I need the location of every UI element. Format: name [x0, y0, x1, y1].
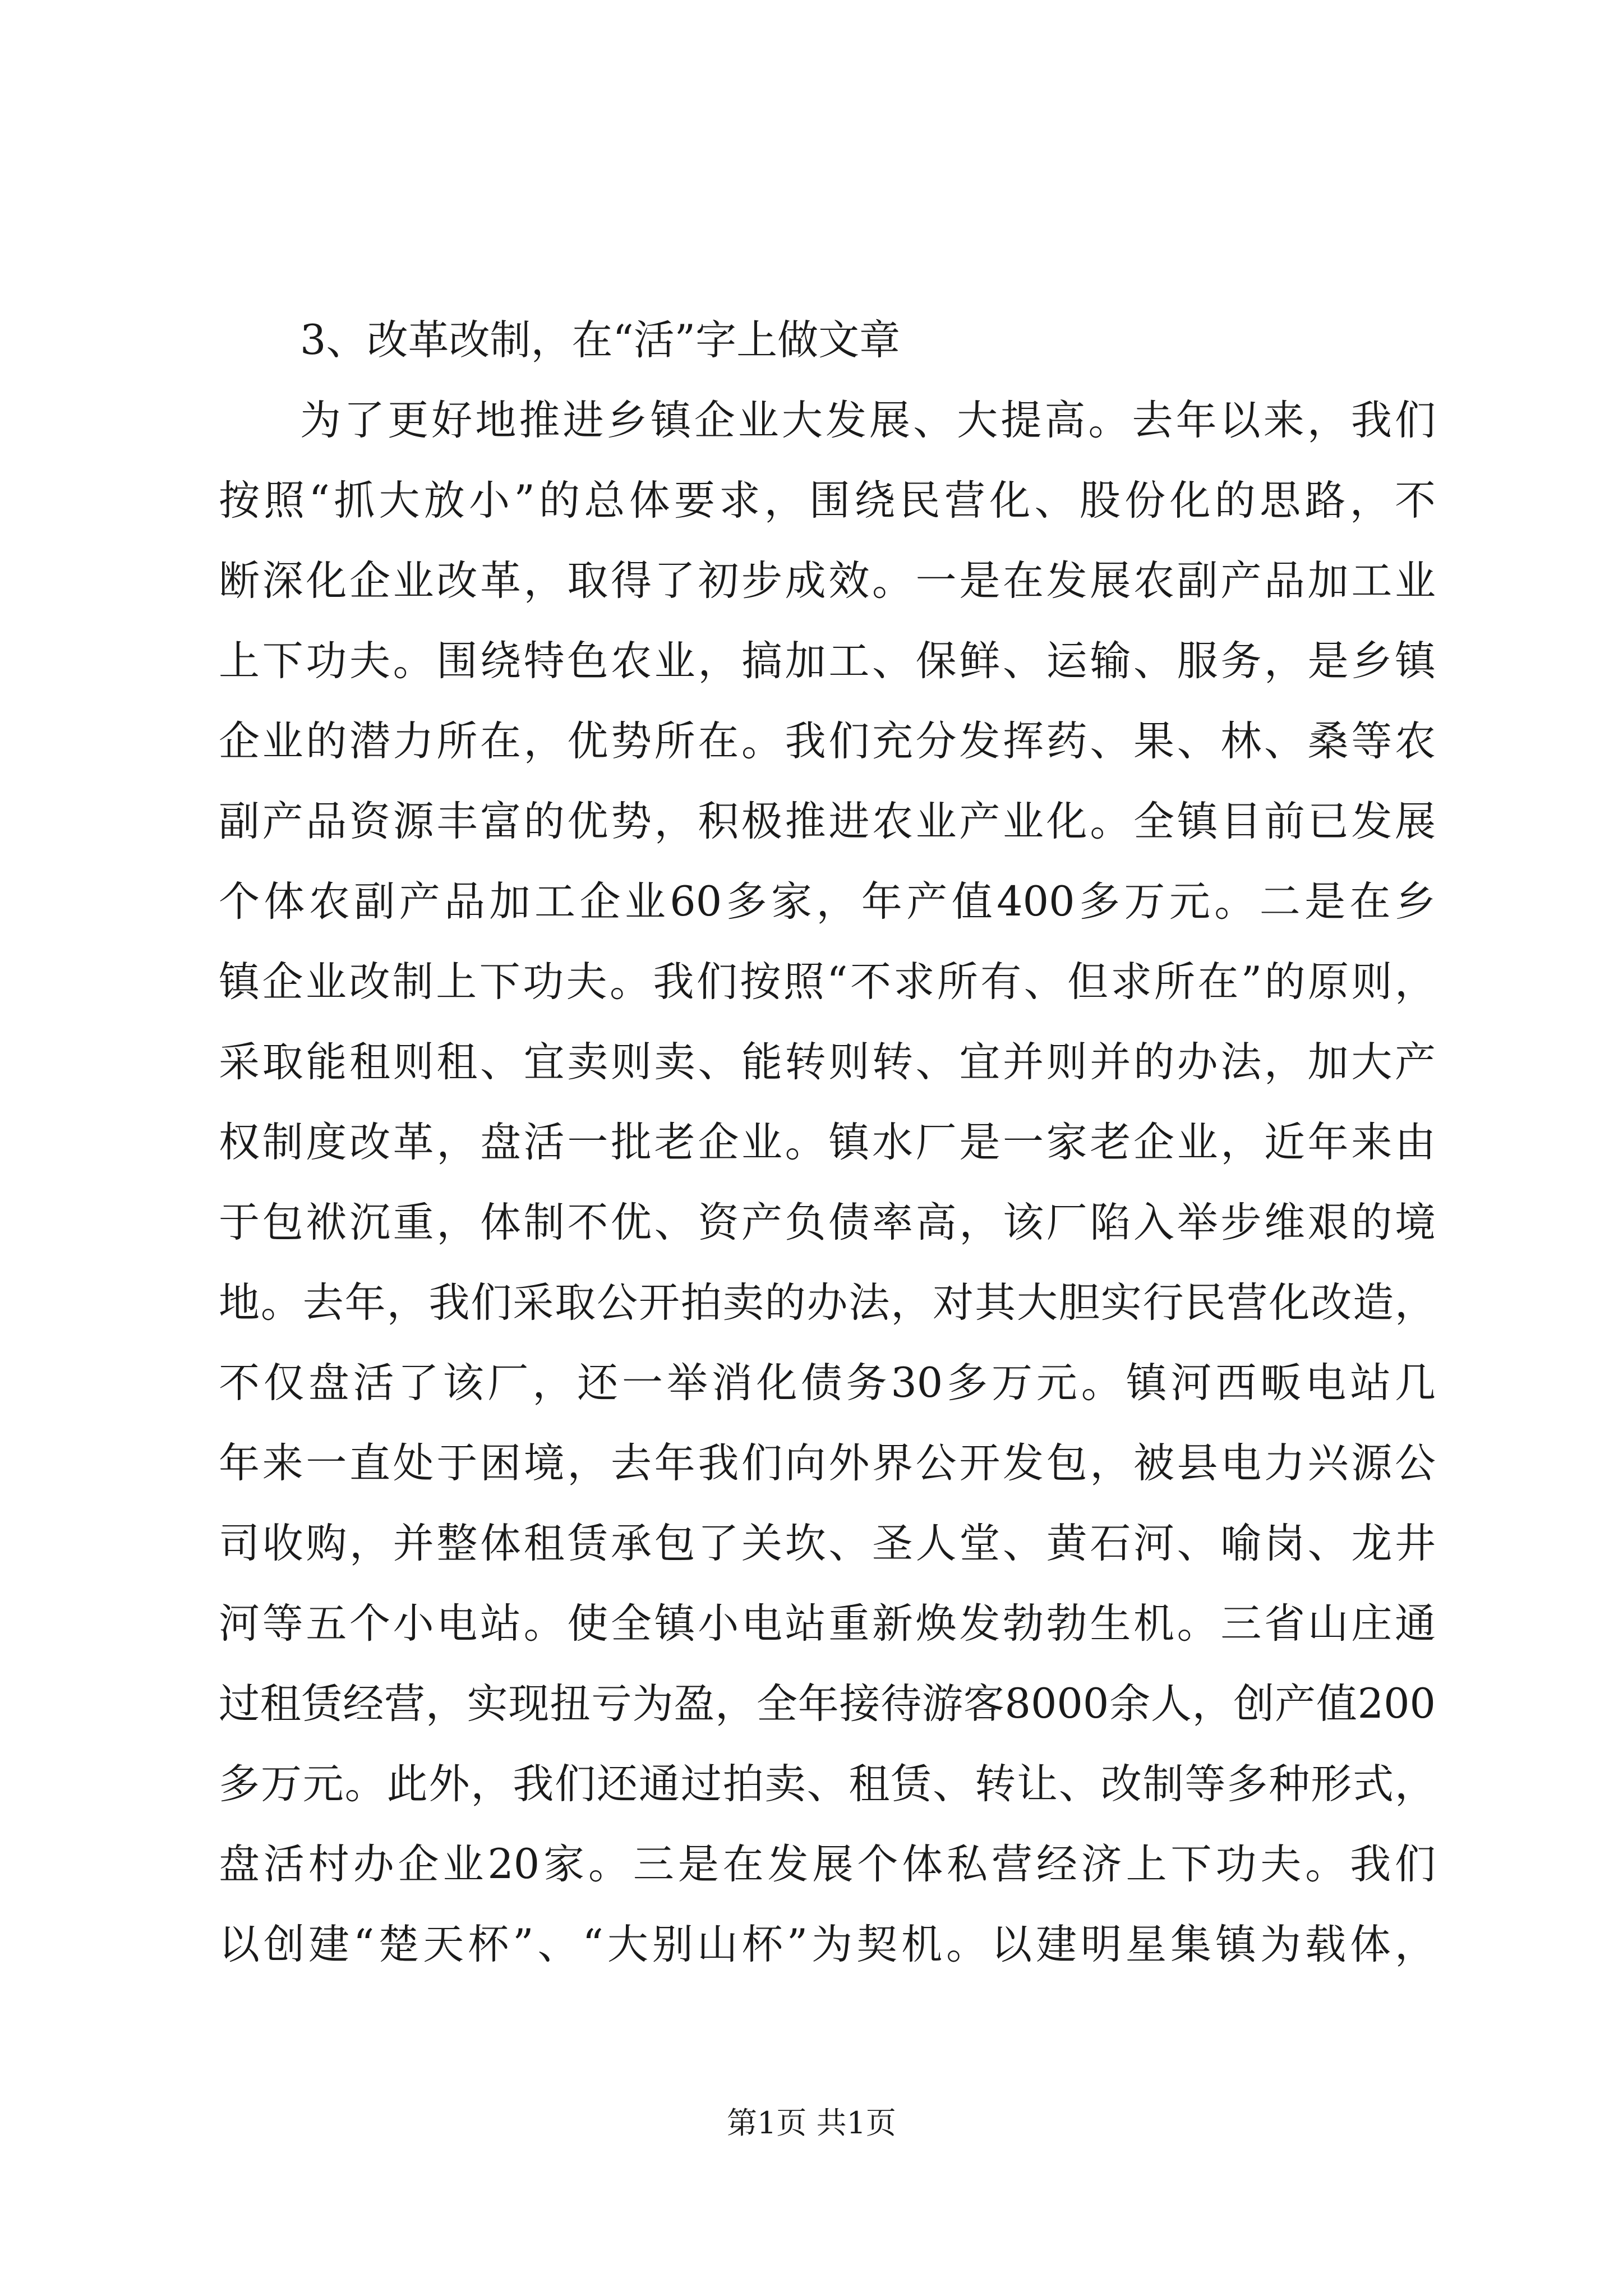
- paragraph-line: 断深化企业改革，取得了初步成效。一是在发展农副产品加工业: [219, 557, 1436, 605]
- paragraph-line: 河等五个小电站。使全镇小电站重新焕发勃勃生机。三省山庄通: [219, 1600, 1436, 1648]
- paragraph-line: 上下功夫。围绕特色农业，搞加工、保鲜、运输、服务，是乡镇: [219, 637, 1436, 685]
- paragraph-line: 于包袱沉重，体制不优、资产负债率高，该厂陷入举步维艰的境: [219, 1199, 1436, 1246]
- paragraph-line: 年来一直处于困境，去年我们向外界公开发包，被县电力兴源公: [219, 1439, 1436, 1487]
- paragraph-line: 司收购，并整体租赁承包了关坎、圣人堂、黄石河、喻岗、龙井: [219, 1520, 1436, 1567]
- document-body: [219, 300, 1436, 1985]
- section-heading: 3、改革改制，在“活”字上做文章: [300, 316, 901, 364]
- paragraph-line: 以创建“楚天杯”、“大别山杯”为契机。以建明星集镇为载体，: [219, 1921, 1436, 1968]
- paragraph-line: 不仅盘活了该厂，还一举消化债务30多万元。镇河西畈电站几: [219, 1359, 1436, 1407]
- paragraph-line: 采取能租则租、宜卖则卖、能转则转、宜并则并的办法，加大产: [219, 1038, 1436, 1086]
- paragraph-line: 过租赁经营，实现扭亏为盈，全年接待游客8000余人，创产值200: [219, 1680, 1436, 1728]
- paragraph-line: 按照“抓大放小”的总体要求，围绕民营化、股份化的思路，不: [219, 477, 1436, 524]
- paragraph-line: 副产品资源丰富的优势，积极推进农业产业化。全镇目前已发展: [219, 798, 1436, 845]
- paragraph-line: 权制度改革，盘活一批老企业。镇水厂是一家老企业，近年来由: [219, 1119, 1436, 1166]
- paragraph-line: 个体农副产品加工企业60多家，年产值400多万元。二是在乡: [219, 878, 1436, 926]
- page-number-label: 第1页 共1页: [727, 2105, 896, 2141]
- paragraph-line: 企业的潜力所在，优势所在。我们充分发挥药、果、林、桑等农: [219, 717, 1436, 765]
- paragraph-line: 地。去年，我们采取公开拍卖的办法，对其大胆实行民营化改造，: [219, 1279, 1436, 1327]
- paragraph-line: 镇企业改制上下功夫。我们按照“不求所有、但求所在”的原则，: [219, 958, 1436, 1006]
- paragraph-line: 为了更好地推进乡镇企业大发展、大提高。去年以来，我们: [300, 397, 1436, 444]
- paragraph-line: 多万元。此外，我们还通过拍卖、租赁、转让、改制等多种形式，: [219, 1760, 1436, 1808]
- paragraph-line: 盘活村办企业20家。三是在发展个体私营经济上下功夫。我们: [219, 1841, 1436, 1888]
- page-footer: [0, 2104, 1623, 2143]
